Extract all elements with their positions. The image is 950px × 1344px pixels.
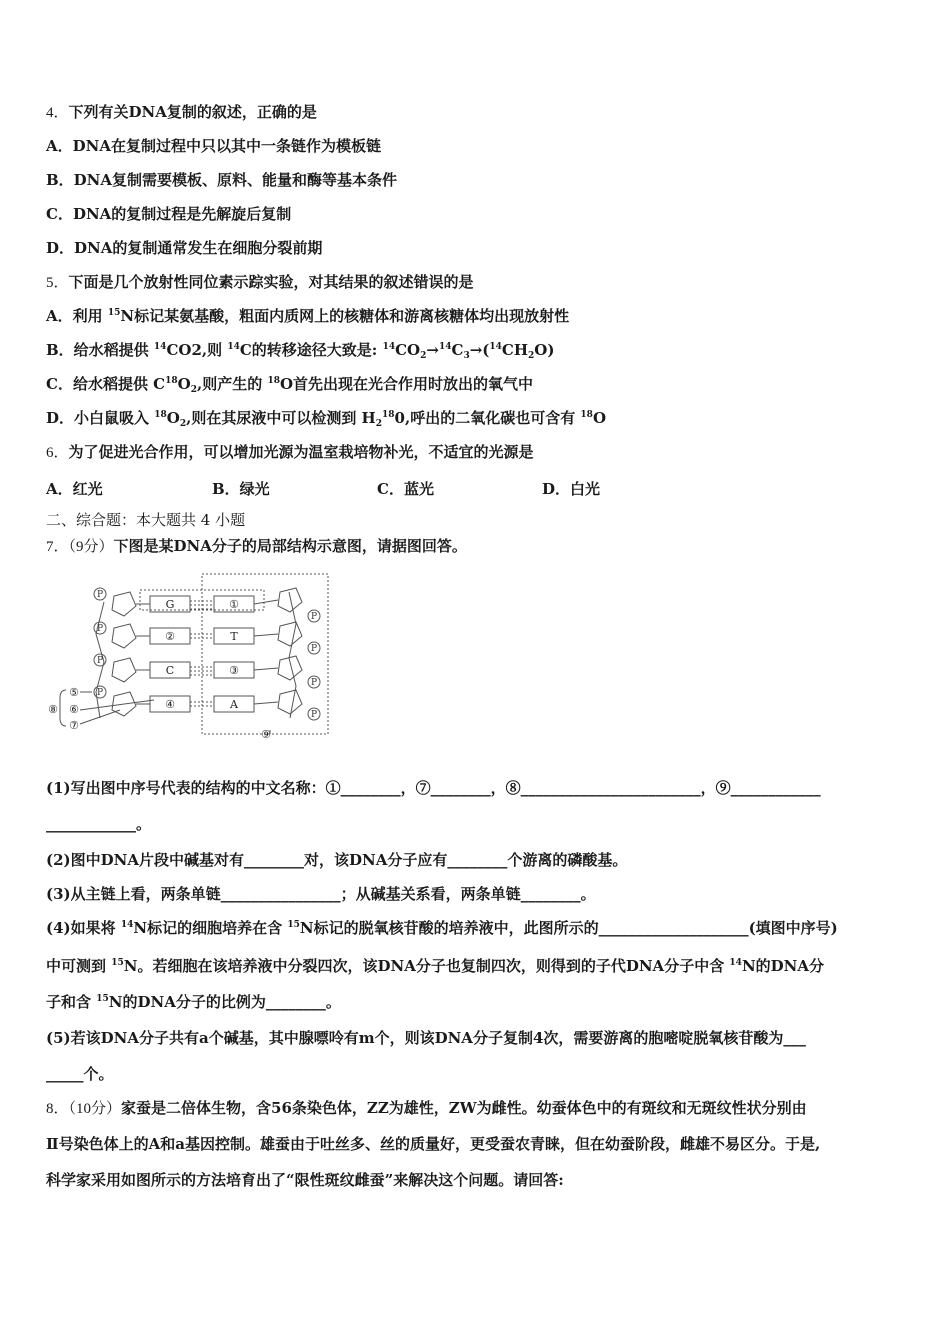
base-label-right-1: ①	[229, 598, 239, 611]
q6-option-d: D．白光	[542, 480, 601, 498]
base-label-left-3: C	[165, 664, 175, 677]
q7-stem-text: 下图是某DNA分子的局部结构示意图，请据图回答。	[113, 537, 467, 555]
q7-sub4-line1: (4)如果将 $^{14}$N标记的细胞培养在含 $^{15}$N标记的脱氧核苷酸的培养液中，此图所示的____________________(填图中序号)	[46, 919, 838, 937]
q7-sub1-line2: ____________。	[46, 815, 152, 833]
label-5: ⑤	[69, 686, 79, 699]
q6-option-c: C．蓝光	[377, 480, 434, 498]
q8-line2: Ⅱ号染色体上的A和a基因控制。雄蚕由于吐丝多、丝的质量好，更受蚕农青睐，但在幼蚕阶段，雌雄不易区分。于是,	[46, 1135, 821, 1153]
q7-sub1-line1: (1)写出图中序号代表的结构的中文名称：①________，⑦________，⑧________________________，⑨____________	[46, 779, 821, 797]
section-2-heading: 二、综合题：本大题共 4 小题	[46, 511, 246, 529]
svg-text:P: P	[310, 678, 318, 688]
q7-sub4-line2: 中可测到 $^{15}$N。若细胞在该培养液中分裂四次，该DNA分子也复制四次，则得到的子代DNA分子中含 $^{14}$N的DNA分	[46, 957, 825, 975]
base-label-left-1: G	[165, 598, 175, 611]
svg-text:P: P	[96, 624, 104, 634]
label-6: ⑥	[69, 703, 79, 716]
q6-number: 6．	[46, 445, 69, 461]
q5-number: 5．	[46, 275, 69, 291]
q7-sub3: (3)从主链上看，两条单链________________；从碱基关系看，两条单链________。	[46, 885, 596, 903]
q7-stem	[46, 536, 467, 557]
q6-stem	[46, 442, 534, 463]
right-sugar-3	[278, 656, 302, 680]
base-label-right-3: ③	[229, 664, 239, 677]
q7-sub4-line3: 子和含 $^{15}$N的DNA分子的比例为________。	[46, 993, 341, 1011]
q5-stem-text: 下面是几个放射性同位素示踪实验，对其结果的叙述错误的是	[68, 273, 474, 291]
q8-line3: 科学家采用如图所示的方法培育出了“限性斑纹雌蚕”来解决这个问题。请回答:	[46, 1171, 564, 1189]
label-8: ⑧	[48, 703, 58, 716]
q4-stem	[46, 102, 317, 123]
svg-text:P: P	[96, 656, 104, 666]
q5-option-d: D．小白鼠吸入 $^{18}O_2$,则在其尿液中可以检测到 $H_2^{18}0$,呼出的二氧化碳也可含有 $^{18}$O	[46, 409, 607, 429]
right-sugar-2	[278, 622, 302, 646]
q6-stem-text: 为了促进光合作用，可以增加光源为温室栽培物补光，不适宜的光源是	[68, 443, 534, 461]
svg-text:P: P	[310, 644, 318, 654]
left-sugar-2	[112, 624, 136, 648]
dna-structure-diagram	[44, 568, 334, 740]
q4-stem-text: 下列有关DNA复制的叙述，正确的是	[68, 103, 317, 121]
q7-score: （9分）	[68, 539, 114, 555]
svg-text:P: P	[96, 688, 104, 698]
label-9: ⑨	[261, 728, 271, 740]
base-label-left-2: ②	[165, 630, 175, 643]
q7-number: 7．	[46, 539, 69, 555]
q6-option-a: A．红光	[46, 480, 103, 498]
q4-number: 4．	[46, 105, 69, 121]
q5-stem	[46, 272, 474, 293]
q7-sub2: (2)图中DNA片段中碱基对有________对，该DNA分子应有________个游离的磷酸基。	[46, 851, 628, 869]
q6-option-b: B．绿光	[212, 480, 270, 498]
q4-option-c: C．DNA的复制过程是先解旋后复制	[46, 205, 292, 223]
base-label-left-4: ④	[165, 698, 175, 711]
svg-text:P: P	[310, 710, 318, 720]
q5-option-a: A．利用 $^{15}$N标记某氨基酸，粗面内质网上的核糖体和游离核糖体均出现放射性	[46, 307, 570, 325]
q4-option-b: B．DNA复制需要模板、原料、能量和酶等基本条件	[46, 171, 398, 189]
left-sugar-3	[112, 658, 136, 682]
q7-sub5-line2: _____个。	[46, 1065, 114, 1083]
base-label-right-2: T	[230, 630, 238, 643]
bracket-8	[60, 690, 66, 726]
base-label-right-4: A	[230, 698, 238, 711]
q5-option-c: C．给水稻提供 $C^{18}O_2$,则产生的 $^{18}$O首先出现在光合作用时放出的氧气中	[46, 375, 534, 395]
right-sugar-1	[278, 588, 302, 612]
label-7: ⑦	[69, 719, 79, 732]
q8-number: 8．	[46, 1101, 69, 1117]
right-backbone	[289, 592, 296, 718]
svg-text:P: P	[310, 612, 318, 622]
q5-option-b: B．给水稻提供 $^{14}$CO2,则 $^{14}$C的转移途径大致是: $^{14}CO_2\to^{14}C_3\to(^{14}CH_2O)$	[46, 341, 555, 361]
svg-text:P: P	[96, 590, 104, 600]
right-sugar-4	[278, 690, 302, 714]
q4-option-d: D．DNA的复制通常发生在细胞分裂前期	[46, 239, 323, 257]
left-sugar-1	[112, 592, 136, 616]
q8-score: （10分）	[68, 1101, 122, 1117]
q4-option-a: A．DNA在复制过程中只以其中一条链作为模板链	[46, 137, 381, 155]
q8-line1: 8．（10分）家蚕是二倍体生物，含56条染色体，ZZ为雄性，ZW为雌性。幼蚕体色中的有斑纹和无斑纹性状分别由	[46, 1099, 807, 1117]
q7-sub5-line1: (5)若该DNA分子共有a个碱基，其中腺嘌呤有m个，则该DNA分子复制4次，需要游离的胞嘧啶脱氧核苷酸为___	[46, 1029, 806, 1047]
